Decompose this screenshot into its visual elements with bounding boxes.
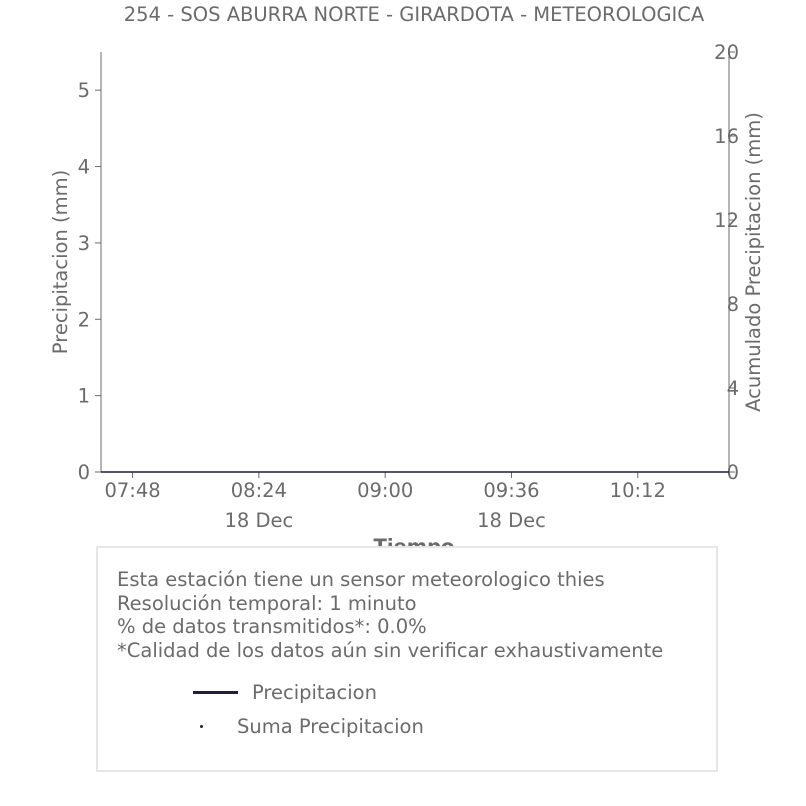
x-tick-label: 09:00 [357,479,414,502]
y-tick-label: 1 [77,384,90,408]
x-tick-label: 07:48 [104,479,161,502]
y-left-ticks [78,79,101,484]
info-line-resolution: Resolución temporal: 1 minuto [117,591,417,615]
info-text [117,568,663,662]
x-ticks [104,472,665,532]
y2-tick-label: 20 [714,41,739,64]
y-tick-label: 5 [77,79,90,103]
legend-dot-swatch [200,725,203,728]
y2-tick-label: 16 [714,125,739,148]
y-tick-label: 4 [77,155,90,179]
chart-title: 254 - SOS ABURRA NORTE - GIRARDOTA - METEOROLOGICA [123,3,705,26]
y2-tick-label: 4 [726,377,739,400]
y-tick-label: 0 [77,461,90,484]
y2-tick-label: 8 [726,293,739,316]
info-line-transmitted: % de datos transmitidos*: 0.0% [117,615,427,638]
y-tick-label: 2 [77,308,90,332]
x-tick-label: 08:24 [230,479,287,502]
y-tick-label: 3 [77,231,90,255]
y2-tick-label: 0 [726,461,739,484]
x-tick-label: 10:12 [609,479,666,502]
y-right-ticks [714,41,739,484]
x-tick-date: 18 Dec [477,509,546,532]
legend-item-precipitacion [193,681,377,704]
x-tick-date: 18 Dec [224,509,294,532]
legend-label: Suma Precipitacion [237,715,424,738]
legend-item-suma [98,715,424,738]
legend-label: Precipitacion [252,681,377,704]
x-tick-label: 09:36 [483,479,540,502]
legend-line-swatch [193,691,238,694]
y2-tick-label: 12 [714,209,739,232]
info-line-sensor: Esta estación tiene un sensor meteorologico thies [117,568,605,591]
info-line-quality: *Calidad de los datos aún sin verificar exhaustivamente [117,638,664,662]
info-panel [96,546,718,772]
y-axis-label: Precipitacion (mm) [49,169,72,355]
y2-axis-label: Acumulado Precipitacion (mm) [742,112,765,412]
